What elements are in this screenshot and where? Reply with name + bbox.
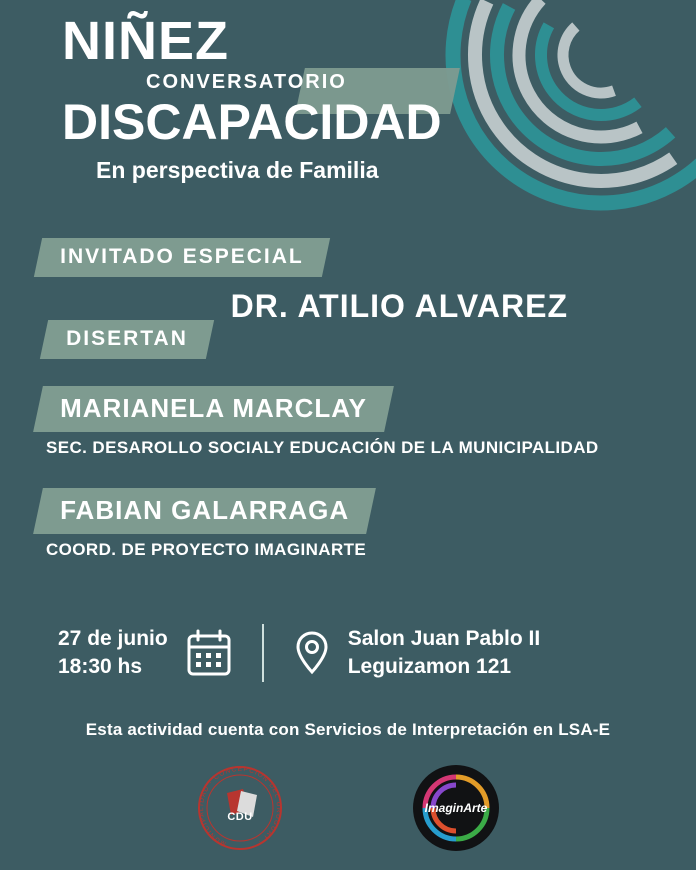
speaker-2-name: FABIAN GALARRAGA [60,495,350,525]
guest-name: DR. ATILIO ALVAREZ [230,288,568,324]
speakers-label-chip [40,320,214,359]
municipalidad-logo [197,765,283,851]
speaker-2-role: COORD. DE PROYECTO IMAGINARTE [46,540,367,559]
event-time: 18:30 hs [58,655,143,678]
guest-label: INVITADO ESPECIAL [60,245,304,268]
event-date: 27 de junio [58,626,168,650]
speaker-1-name: MARIANELA MARCLAY [60,393,367,423]
venue-line-1: Salon Juan Pablo II [347,626,541,650]
guest-label-chip [34,238,330,277]
headline-block [0,11,696,184]
logo-row [0,765,696,851]
location-pin-icon [294,630,330,676]
speaker-1-role: SEC. DESAROLLO SOCIALY EDUCACIÓN DE LA MUNICIPALIDAD [46,438,599,457]
title-line-2: DISCAPACIDAD [62,94,442,151]
title-tagline: En perspectiva de Familia [96,156,379,183]
accessibility-note: Esta actividad cuenta con Servicios de Interpretación en LSA-E [85,720,611,739]
imaginarte-logo [413,765,499,851]
title-line-1: NIÑEZ [62,11,229,71]
svg-text:MUNICIPALIDAD · CONCEPCION DEL: MUNICIPALIDAD · CONCEPCION DEL URUGUAY · [198,765,283,847]
calendar-icon [186,629,232,677]
info-divider [262,624,264,682]
event-venue [348,625,541,682]
title-kicker: CONVERSATORIO [146,71,347,94]
municipalidad-logo-label: CDU [227,811,253,823]
event-datetime [58,625,168,682]
event-info-row [58,624,540,682]
municipalidad-seal-icon [197,765,283,851]
imaginarte-logo-label: ImaginArte [424,801,488,815]
speaker-name-chip [33,488,376,534]
venue-line-2: Leguizamon 121 [347,655,512,678]
speakers-label: DISERTAN [66,327,188,350]
speaker-name-chip [33,386,394,432]
